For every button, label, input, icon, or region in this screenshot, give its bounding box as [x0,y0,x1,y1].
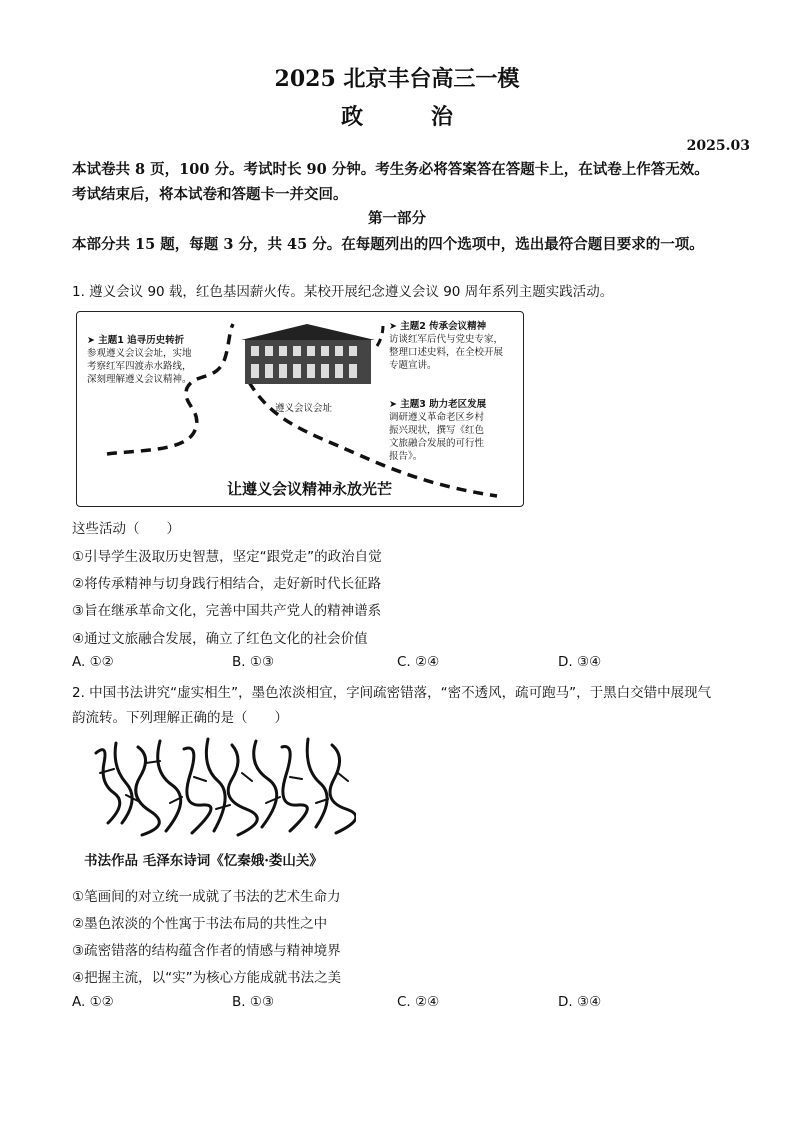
q1-option-4: ④通过文旅融合发展，确立了红色文化的社会价值 [72,631,368,647]
theme3-block [389,398,486,463]
building-image [237,320,379,386]
q2-option-3: ③疏密错落的结构蕴含作者的情感与精神境界 [72,943,341,959]
theme2-line-2: 整理口述史料，在全校开展 [389,347,504,358]
subject-title: 政 治 [341,104,483,130]
calligraphy-image [86,733,356,845]
calligraphy-caption: 书法作品 毛泽东诗词《忆秦娥·娄山关》 [84,853,323,869]
section-title: 第一部分 [368,210,426,227]
exam-instructions: 本试卷共 8 页，100 分。考试时长 90 分钟。考生务必将答案答在答题卡上，在试卷上作答无效。考试结束后，将本试卷和答题卡一并交回。 [72,161,709,203]
question-1-prompt: 这些活动（ ） [72,521,180,537]
q2-choice-c[interactable]: C. ②④ [397,994,440,1010]
theme2-line-3: 专题宣讲。 [389,360,437,371]
q2-option-4: ④把握主流，以“实”为核心方能成就书法之美 [72,970,342,986]
figure-banner: 让遵义会议精神永放光芒 [227,480,393,498]
theme1-title: ➤ 主题1 追寻历史转折 [87,335,185,346]
exam-title: 2025 北京丰台高三一模 [274,66,520,92]
theme1-line-3: 深刻理解遵义会议精神。 [87,374,192,385]
theme1-line-1: 参观遵义会议会址，实地 [87,348,192,359]
q1-choices [72,654,722,674]
q2-choice-d[interactable]: D. ③④ [558,994,602,1010]
theme3-line-1: 调研遵义革命老区乡村 [389,412,485,423]
theme3-line-2: 振兴现状，撰写《红色 [389,425,485,436]
q2-choice-a[interactable]: A. ①② [72,994,114,1010]
q2-choice-b[interactable]: B. ①③ [232,994,275,1010]
q1-choice-b[interactable]: B. ①③ [232,654,275,670]
q1-option-2: ②将传承精神与切身践行相结合，走好新时代长征路 [72,576,382,592]
q1-option-1: ①引导学生汲取历史智慧，坚定“跟党走”的政治自觉 [72,549,382,565]
q2-choices [72,994,722,1014]
q1-choice-a[interactable]: A. ①② [72,654,114,670]
q2-option-1: ①笔画间的对立统一成就了书法的艺术生命力 [72,889,341,905]
theme2-block [389,320,503,372]
theme2-line-1: 访谈红军后代与党史专家， [389,334,504,345]
theme2-title: ➤ 主题2 传承会议精神 [389,321,487,332]
exam-date: 2025.03 [686,138,750,154]
question-1-stem: 1. 遵义会议 90 载，红色基因薪火传。某校开展纪念遵义会议 90 周年系列主题实践活动。 [72,284,614,300]
q1-activity-figure [76,311,524,507]
building-caption: 遵义会议会址 [275,403,333,414]
section-intro: 本部分共 15 题，每题 3 分，共 45 分。在每题列出的四个选项中，选出最符合题目要求的一项。 [72,236,704,253]
q1-option-3: ③旨在继承革命文化，完善中国共产党人的精神谱系 [72,603,382,619]
theme3-line-4: 报告》。 [389,451,423,462]
theme1-line-2: 考察红军四渡赤水路线， [87,361,192,372]
theme1-block [87,334,192,386]
q1-choice-d[interactable]: D. ③④ [558,654,602,670]
theme3-line-3: 文旅融合发展的可行性 [389,438,485,449]
q2-option-2: ②墨色浓淡的个性寓于书法布局的共性之中 [72,916,328,932]
q1-choice-c[interactable]: C. ②④ [397,654,440,670]
question-2-stem: 2. 中国书法讲究“虚实相生”，墨色浓淡相宜，字间疏密错落，“密不透风，疏可跑马”，于黑白交错中展现气韵流转。下列理解正确的是（ ） [72,685,712,726]
theme3-title: ➤ 主题3 助力老区发展 [389,399,487,410]
